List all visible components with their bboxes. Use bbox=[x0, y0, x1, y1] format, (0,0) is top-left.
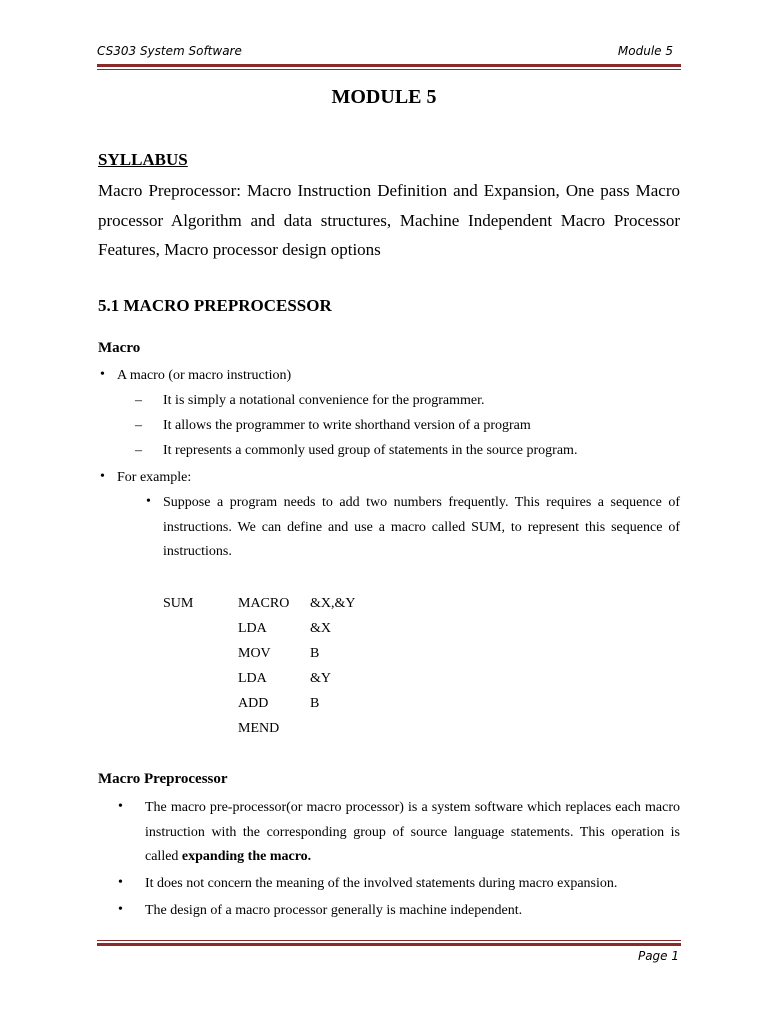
macro-dash-item-2: It allows the programmer to write shorthand version of a program bbox=[163, 418, 531, 433]
syllabus-heading: SYLLABUS bbox=[98, 150, 188, 169]
code-operand: &Y bbox=[310, 671, 331, 686]
bullet-glyph: • bbox=[146, 494, 151, 509]
code-operand: B bbox=[310, 696, 320, 711]
expanding-the-macro-emphasis: expanding the macro. bbox=[181, 849, 312, 864]
syllabus-text: Macro Preprocessor: Macro Instruction Definition and Expansion, One pass Macro processor Algorithm and data structures, Machine Independent Macro Processor Features, Macro processor design options bbox=[98, 181, 680, 259]
code-label: SUM bbox=[163, 596, 194, 611]
dash-glyph: – bbox=[135, 443, 142, 458]
header-rule-thin bbox=[97, 69, 681, 70]
preprocessor-item-1 bbox=[145, 796, 680, 870]
dash-glyph: – bbox=[135, 393, 142, 408]
code-opcode: ADD bbox=[238, 696, 269, 711]
macro-bullet-1: A macro (or macro instruction) bbox=[117, 368, 292, 383]
code-opcode: MOV bbox=[238, 646, 271, 661]
page-number: Page 1 bbox=[637, 949, 679, 963]
example-paragraph: Suppose a program needs to add two numbers frequently. This requires a sequence of instructions. We can define and use a macro called SUM, to represent this sequence of instructions. bbox=[163, 495, 680, 559]
header-module-label: Module 5 bbox=[617, 44, 673, 58]
bullet-glyph: • bbox=[100, 367, 105, 382]
code-opcode: LDA bbox=[238, 621, 267, 636]
code-operand: &X bbox=[310, 621, 331, 636]
macro-dash-item-1: It is simply a notational convenience for the programmer. bbox=[163, 393, 485, 408]
code-operand: &X,&Y bbox=[310, 596, 356, 611]
dash-glyph: – bbox=[135, 418, 142, 433]
bullet-glyph: • bbox=[118, 902, 123, 917]
footer-rule-thin bbox=[97, 940, 681, 941]
macro-bullet-2: For example: bbox=[117, 470, 192, 485]
bullet-glyph: • bbox=[118, 875, 123, 890]
code-opcode: MACRO bbox=[238, 596, 290, 611]
code-opcode: LDA bbox=[238, 671, 267, 686]
bullet-glyph: • bbox=[100, 469, 105, 484]
code-operand: B bbox=[310, 646, 320, 661]
preprocessor-item-1-text: The macro pre-processor(or macro processor) is a system software which replaces each macro instruction with the corresponding group of source language statements. This operation is called bbox=[145, 800, 680, 864]
footer-rule-thick bbox=[97, 943, 681, 946]
preprocessor-item-3: The design of a macro processor generally is machine independent. bbox=[145, 903, 523, 918]
section-heading: 5.1 MACRO PREPROCESSOR bbox=[98, 296, 332, 315]
code-opcode: MEND bbox=[238, 721, 280, 736]
macro-dash-item-3: It represents a commonly used group of statements in the source program. bbox=[163, 443, 578, 458]
page-title: MODULE 5 bbox=[331, 86, 437, 108]
preprocessor-item-2: It does not concern the meaning of the involved statements during macro expansion. bbox=[145, 876, 618, 891]
bullet-glyph: • bbox=[118, 799, 123, 814]
macro-heading: Macro bbox=[98, 340, 141, 356]
header-course-title: CS303 System Software bbox=[97, 44, 242, 58]
header-rule-thick bbox=[97, 64, 681, 67]
preprocessor-heading: Macro Preprocessor bbox=[98, 771, 228, 787]
